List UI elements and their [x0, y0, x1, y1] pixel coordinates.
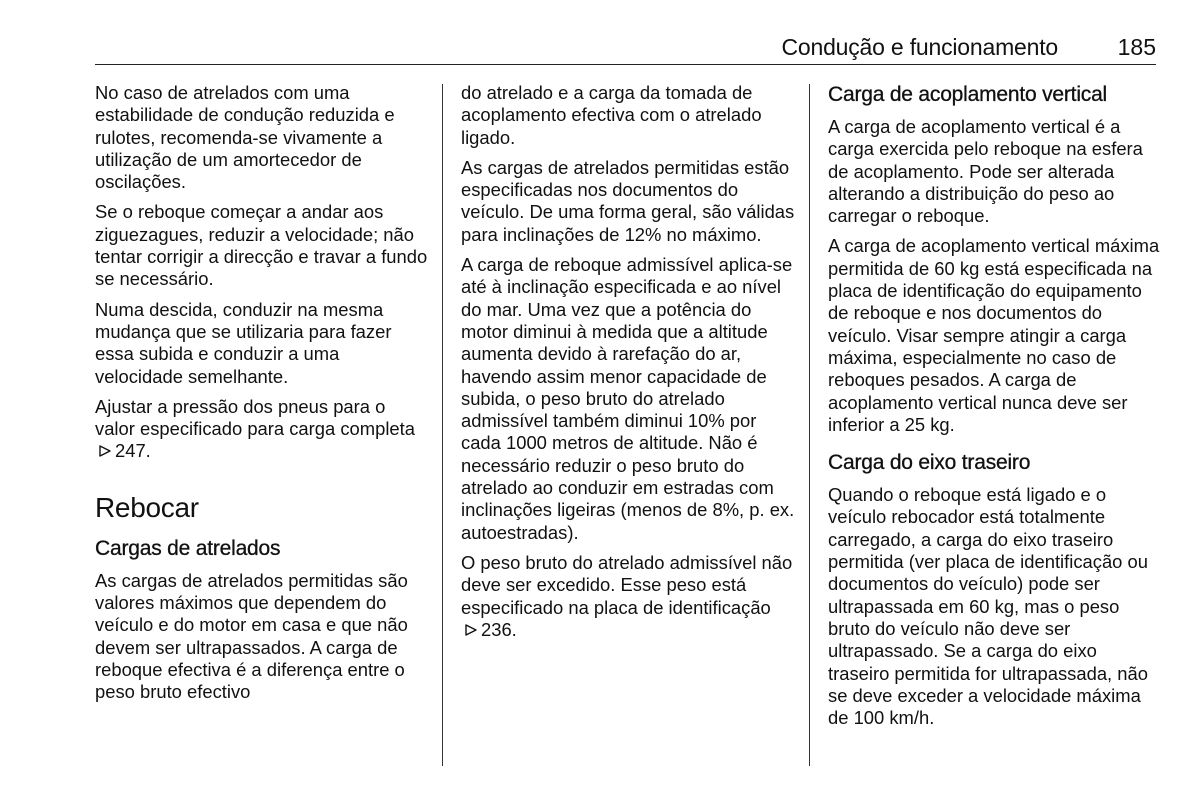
paragraph: No caso de atrelados com uma estabilidade de condução reduzida e rulotes, recomenda-se vivamente a utilização de um amortecedor de oscilações.	[95, 82, 395, 193]
paragraph: Quando o reboque está ligado e o veículo rebocador está totalmente carregado, a carga do eixo traseiro permitida (ver placa de identificação ou documentos do veículo) pode ser ultrapassada em 60 kg, mas o peso bruto do veículo não deve ser ultrapassado. Se a carga do eixo traseiro permitida for ultrapassada, não se deve exceder a velocidade máxima de 100 km/h.	[828, 484, 1148, 729]
paragraph: As cargas de atrelados permitidas estão especificadas nos documentos do veículo. De uma forma geral, são válidas para inclinações de 12% no máximo.	[461, 156, 795, 245]
column-divider	[442, 84, 443, 766]
cross-reference-link[interactable]	[461, 619, 517, 640]
column-1	[95, 82, 430, 712]
column-2	[461, 82, 799, 649]
paragraph: A carga de acoplamento vertical é a carga exercida pelo reboque na esfera de acoplamento. Pode ser alterada alterando a distribuição do peso ao carregar o reboque.	[828, 116, 1143, 227]
paragraph	[461, 552, 799, 641]
page-number: 185	[1117, 34, 1156, 60]
paragraph-text: Ajustar a pressão dos pneus para o valor especificado para carga completa	[95, 395, 415, 440]
paragraph: Se o reboque começar a andar aos ziguezagues, reduzir a velocidade; não tentar corrigir a direcção e travar a fundo se necessário.	[95, 201, 428, 290]
paragraph	[95, 396, 430, 463]
cross-reference-page: 236.	[481, 618, 517, 640]
cross-reference-page: 247.	[115, 440, 151, 462]
cross-reference-link[interactable]	[95, 440, 151, 461]
section-title: Rebocar	[95, 491, 199, 523]
column-divider	[809, 84, 810, 766]
page-header	[95, 30, 1156, 65]
header-title: Condução e funcionamento	[781, 34, 1058, 60]
subsection-title: Cargas de atrelados	[95, 536, 281, 560]
paragraph: A carga de acoplamento vertical máxima permitida de 60 kg está especificada na placa de identificação do equipamento de reboque e nos documentos do veículo. Visar sempre atingir a carga máxima, especialmente no caso de reboques pesados. A carga de acoplamento vertical nunca deve ser inferior a 25 kg.	[828, 235, 1160, 435]
cross-reference-arrow-icon	[463, 622, 479, 638]
subsection-title: Carga do eixo traseiro	[828, 451, 1031, 475]
subsection-title: Carga de acoplamento vertical	[828, 83, 1108, 106]
column-3	[828, 82, 1163, 737]
paragraph-text: O peso bruto do atrelado admissível não deve ser excedido. Esse peso está especificado na placa de identificação	[461, 551, 793, 618]
cross-reference-arrow-icon	[97, 443, 113, 459]
paragraph: do atrelado e a carga da tomada de acoplamento efectiva com o atrelado ligado.	[461, 82, 762, 148]
paragraph: A carga de reboque admissível aplica-se até à inclinação especificada e ao nível do mar. Uma vez que a potência do motor diminui à medida que a altitude aumenta devido à rarefação do ar, havendo assim menor capacidade de subida, o peso bruto do atrelado admissível também diminui 10% por cada 1000 metros de altitude. Não é necessário reduzir o peso bruto do atrelado ao conduzir em estradas com inclinações ligeiras (menos de 8%, p. ex. autoestradas).	[461, 254, 795, 543]
paragraph: Numa descida, conduzir na mesma mudança que se utilizaria para fazer essa subida e conduzir a uma velocidade semelhante.	[95, 298, 392, 387]
paragraph: As cargas de atrelados permitidas são valores máximos que dependem do veículo e do motor em casa e que não devem ser ultrapassados. A carga de reboque efectiva é a diferença entre o peso bruto efectivo	[95, 569, 408, 703]
